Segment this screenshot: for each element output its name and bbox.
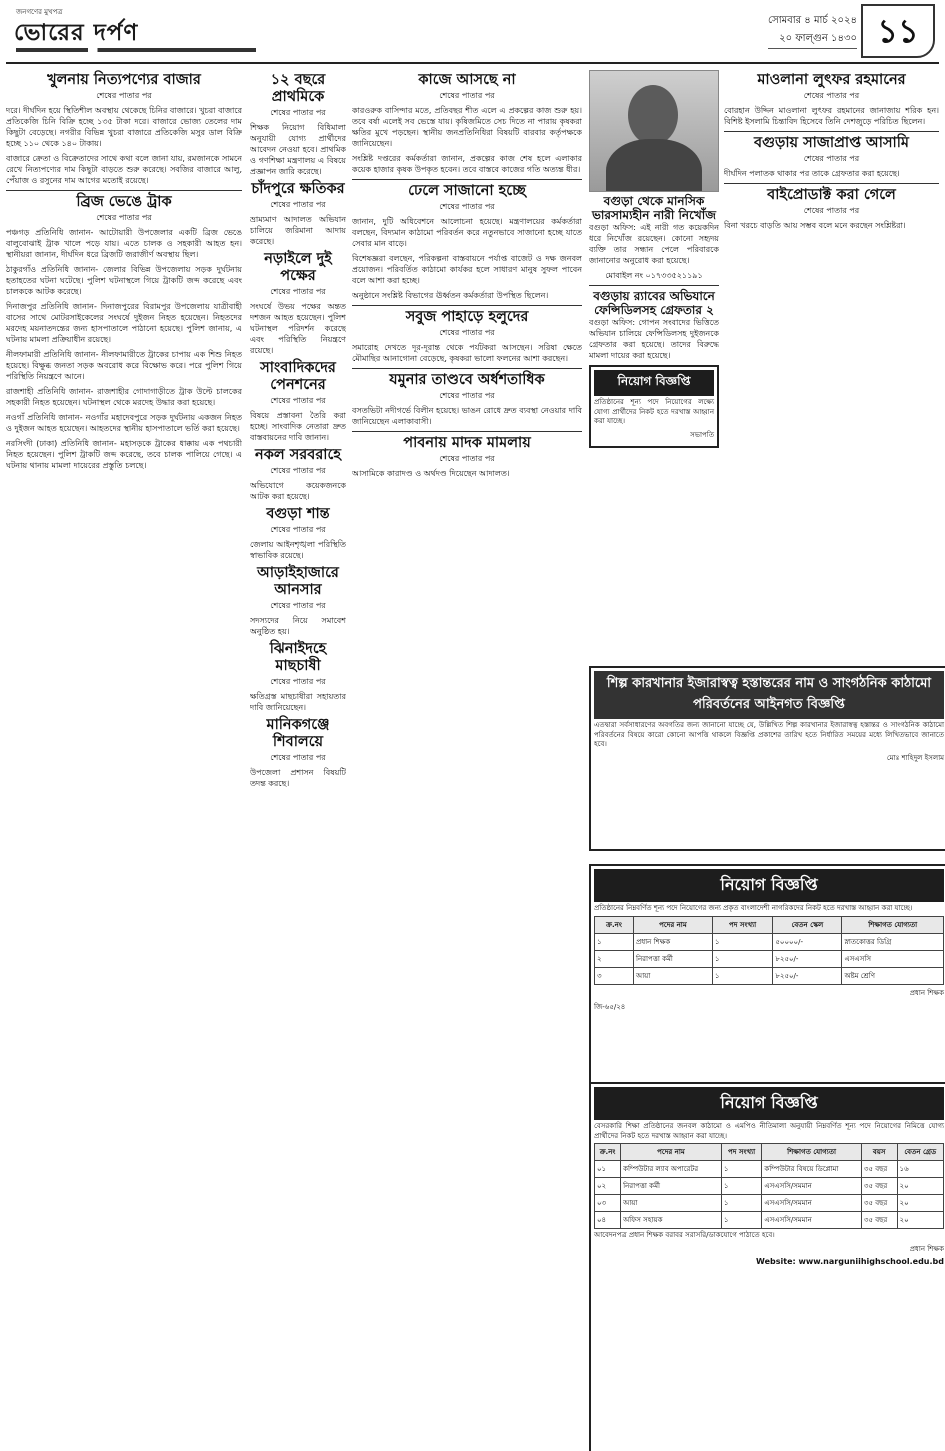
dateline [768,12,857,49]
table-cell: ১ [712,950,773,967]
continuation-note: শেষের পাতার পর [270,200,326,209]
table-row [595,933,944,950]
continuation-note: শেষের পাতার পর [803,154,860,163]
article-paragraph: নীলফামারী প্রতিনিধি জানান- নীলফামারীতে ট্রাকের চাপায় এক শিশু নিহত হয়েছে। বিক্ষুব্ধ জনতা সড়ক অবরোধ করে বিক্ষোভ করে। পরে পুলিশ গিয়ে পরিস্থিতি নিয়ন্ত্রণে আনে। [6,350,242,381]
ad3-column-header: পদের নাম [621,1144,722,1161]
ad3-header-row [595,1144,944,1161]
article-paragraph: নরসিংদী (ঢাকা) প্রতিনিধি জানান- মহাসড়কে ট্রাকের ধাক্কায় এক পথচারী নিহত হয়েছেন। পুলিশ ট্রাকটি জব্দ করেছে, তবে চালক পালিয়ে গেছে। এ ঘটনায় থানায় মামলা দায়েরের প্রস্তুতি চলছে। [6,439,242,470]
table-cell: ১ [721,1195,762,1212]
table-cell: অষ্টম শ্রেণি [842,967,944,984]
ad2-heading: নিয়োগ বিজ্ঞপ্তি [594,869,944,902]
headline-jamuna-erosion: যমুনার তাণ্ডবে অর্ধশতাধিক [389,372,545,388]
divider [352,368,582,369]
headline-primary-12yrs: ১২ বছরে প্রাথমিকে [270,72,326,105]
continuation-note: শেষের পাতার পর [439,91,495,100]
table-cell: অফিস সহায়ক [621,1212,722,1229]
article-paragraph: নওগাঁ প্রতিনিধি জানান- নওগাঁর মহাদেবপুরে সড়ক দুর্ঘটনায় একজন নিহত ও দুইজন আহত হয়েছেন। আহতদের স্থানীয় হাসপাতালে ভর্তি করা হয়েছে। [6,413,242,433]
small-ad-text: প্রতিষ্ঠানের শূন্য পদে নিয়োগের লক্ষ্যে যোগ্য প্রার্থীদের নিকট হতে দরখাস্ত আহ্বান করা যাচ্ছে। [594,398,714,425]
table-cell: ২০ [897,1195,943,1212]
ad2-column-header: শিক্ষাগত যোগ্যতা [842,916,944,933]
table-cell: নিরাপত্তা কর্মী [621,1178,722,1195]
article-paragraph: উপজেলা প্রশাসন বিষয়টি তদন্ত করছে। [250,768,346,788]
continuation-note: শেষের পাতার পর [270,396,326,405]
recruitment-ad-3 [589,1082,945,1451]
ad2-header-row [595,916,944,933]
table-row [595,1161,944,1178]
table-cell: এসএসসি/সমমান [762,1178,862,1195]
ad3-column-header: বেতন গ্রেড [897,1144,943,1161]
table-cell: আয়া [621,1195,722,1212]
table-cell: ০১ [595,1161,621,1178]
continuation-note: শেষের পাতার পর [270,525,326,534]
ad2-column-header: বেতন স্কেল [773,916,842,933]
ad3-column-header: পদ সংখ্যা [721,1144,762,1161]
headline-restructuring: ঢেলে সাজানো হচ্ছে [408,183,526,199]
table-cell: ২ [595,950,634,967]
article-paragraph: সদস্যদের নিয়ে সমাবেশ অনুষ্ঠিত হয়। [250,616,346,636]
continuation-note: শেষের পাতার পর [270,108,326,117]
headline-manikganj: মানিকগঞ্জে শিবালয়ে [266,717,330,750]
table-row [595,1178,944,1195]
divider [724,183,939,184]
table-cell: ১ [721,1178,762,1195]
headline-copy-supply: নকল সরবরাহে [255,447,341,463]
table-row [595,967,944,984]
continuation-note: শেষের পাতার পর [96,213,152,222]
article-paragraph: দরে। দীর্ঘদিন হয়ে স্থিতিশীল অবস্থায় থেকেছে চিনির বাজারে। খুচরা বাজারে প্রতিকেজি চিনি বিক্রি হচ্ছে ১৩৫ টাকা দরে। বাজারে ভোজ্য তেলের দাম কিছুটা বেড়েছে। নগরীর বিভিন্ন খুচরা বাজারে প্রতিকেজি মসুর ডাল বিক্রি হচ্ছে ১১০ থেকে ১৪০ টাকায়। [6,106,242,148]
column-1 [6,70,242,1446]
table-cell: ০৩ [595,1195,621,1212]
table-cell: ০২ [595,1178,621,1195]
ad1-signature: মোঃ শাহিদুল ইসলাম [886,753,944,762]
logo-underline [16,48,256,52]
article-paragraph: কারওরুক বাসিন্দার মতে, প্রতিবছর শীত এলে এ প্রকল্পের কাজ শুরু হয়। তবে বর্ষা এলেই সব ভেস্তে যায়। কৃষিজমিতে সেচ দিতে না পারায় কৃষকরা ক্ষতির মুখে পড়ছেন। স্থানীয় জনপ্রতিনিধিরা বিষয়টি বারবার কর্তৃপক্ষকে জানিয়েছেন। [352,106,582,148]
article-paragraph: পঞ্চগড় প্রতিনিধি জানান- আটোয়ারী উপজেলার একটি ব্রিজ ভেঙে বালুবোঝাই ট্রাক খালে পড়ে যায়। এতে চালক ও সহকারী আহত হন। স্থানীয়রা জানান, দীর্ঘদিন ধরে ব্রিজটি জরাজীর্ণ অবস্থায় ছিল। [6,228,242,259]
ad2-table [594,916,944,985]
day-date: সোমবার ৪ মার্চ ২০২৪ [768,15,857,26]
divider [352,431,582,432]
article-paragraph: বগুড়া অফিস: গোপন সংবাদের ভিত্তিতে অভিযান চালিয়ে ফেন্সিডিলসহ দুইজনকে গ্রেফতার করা হয়েছে। তাদের বিরুদ্ধে মামলা দায়ের করা হয়েছে। [589,318,719,360]
contact-phone: মোবাইল নং ০১৭৩৩৫২১১৯১ [605,271,703,280]
article-paragraph: বগুড়া অফিস: এই নারী গত কয়েকদিন ধরে নিখোঁজ রয়েছেন। কোনো সহৃদয় ব্যক্তি তার সন্ধান পেলে পরিবারকে জানানোর অনুরোধ করা হয়েছে। [589,223,719,265]
article-paragraph: দীর্ঘদিন পলাতক থাকার পর তাকে গ্রেফতার করা হয়েছে। [724,169,900,178]
headline-green-hills-yellow: সবুজ পাহাড়ে হলুদের [405,309,529,325]
headline-bridge-truck: ব্রিজ ভেঙে ট্রাক [76,194,172,210]
bangla-date: ২০ ফাল্গুন ১৪৩০ [779,33,857,44]
ad3-body [595,1161,944,1229]
divider [352,305,582,306]
continuation-note: শেষের পাতার পর [439,202,495,211]
ad2-text: প্রতিষ্ঠানের নিম্নবর্ণিত শূন্য পদে নিয়োগের জন্য প্রকৃত বাংলাদেশী নাগরিকদের নিকট হতে দরখাস্ত আহ্বান করা যাচ্ছে। [594,904,913,912]
divider [352,179,582,180]
headline-jhenaidah-fish: ঝিনাইদহে মাছচাষী [269,641,327,674]
divider [589,285,719,286]
article-paragraph: জেলায় আইনশৃঙ্খলা পরিস্থিতি স্বাভাবিক রয়েছে। [250,540,346,560]
column-2 [250,70,346,1446]
ad3-signature: প্রধান শিক্ষক [909,1244,944,1253]
table-cell: স্নাতকোত্তর ডিগ্রি [842,933,944,950]
table-cell: ১ [721,1212,762,1229]
article-paragraph: সমারোহ দেখতে দূর-দূরান্ত থেকে পর্যটকরা আসছেন। সরিষা ক্ষেতে মৌমাছির আনাগোনা বেড়েছে, কৃষকরা ভালো ফলনের আশা করছেন। [352,343,582,363]
article-paragraph: অভিযোগে কয়েকজনকে আটক করা হয়েছে। [250,481,346,501]
ad1-text: এতদ্বারা সর্বসাধারণের অবগতির জন্য জানানো যাচ্ছে যে, উল্লিখিত শিল্প কারখানার ইজারাস্বত্ব হস্তান্তর ও সাংগঠনিক কাঠামো পরিবর্তনের বিষয়ে কারো কোনো আপত্তি থাকলে বিজ্ঞপ্তি প্রকাশের তারিখ হতে নির্ধারিত সময়ের মধ্যে লিখিতভাবে জানাতে হবে। [594,721,944,748]
table-cell: কম্পিউটার ল্যাব অপারেটর [621,1161,722,1178]
table-cell: ৩৫ বছর [861,1212,897,1229]
column-4 [589,70,719,655]
ad2-code: জি-৬৫/২৪ [594,1002,626,1011]
table-cell: ৮২৫০/- [773,967,842,984]
table-cell: কম্পিউটার বিষয়ে ডিপ্লোমা [762,1161,862,1178]
table-cell: ১৬ [897,1161,943,1178]
headline-journalist-pension: সাংবাদিকদের পেনশনের [260,360,336,393]
ad2-signature: প্রধান শিক্ষক [909,988,944,997]
table-cell: ৫০০০০/- [773,933,842,950]
article-paragraph: সংশ্লিষ্ট দপ্তরের কর্মকর্তারা জানান, প্রকল্পের কাজ শেষ হলে এলাকার কয়েক হাজার কৃষক উপকৃত হবেন। তবে বাস্তবে কাজের গতি অত্যন্ত ধীর। [352,154,582,174]
continuation-note: শেষের পাতার পর [439,391,495,400]
table-row [595,950,944,967]
article-paragraph: বাজারে ক্রেতা ও বিক্রেতাদের সাথে কথা বলে জানা যায়, রমজানকে সামনে রেখে নিত্যপণ্যের দাম কিছুটা বাড়তে শুরু করেছে। সবজির বাজারে আলু, পেঁয়াজ ও রসুনের দাম আগের মতোই রয়েছে। [6,154,242,185]
column-3 [352,70,582,1446]
headline-rab-phensedyl: বগুড়ায় র‍্যাবের অভিযানে ফেন্সিডিলসহ গ্রেফতার ২ [593,289,715,317]
ad3-heading: নিয়োগ বিজ্ঞপ্তি [594,1087,944,1120]
headline-bogura-calm: বগুড়া শান্ত [266,506,330,522]
continuation-note: শেষের পাতার পর [270,466,326,475]
headline-khulna-market: খুলনায় নিত্যপণ্যের বাজার [47,72,201,88]
divider [724,131,939,132]
headline-chandpur: চাঁদপুরে ক্ষতিকর [251,181,345,197]
masthead-tagline: জনগণের মুখপত্র [16,8,63,16]
table-cell: ৩ [595,967,634,984]
ad3-column-header: শিক্ষাগত যোগ্যতা [762,1144,862,1161]
column-5 [724,70,939,655]
headline-no-use: কাজে আসছে না [418,72,516,88]
article-paragraph: সংঘর্ষে উভয় পক্ষের অন্তত দশজন আহত হয়েছেন। পুলিশ ঘটনাস্থল পরিদর্শন করেছে এবং পরিস্থিতি নিয়ন্ত্রণে রয়েছে। [250,302,346,355]
article-paragraph: আসামিকে কারাদণ্ড ও অর্থদণ্ড দিয়েছেন আদালত। [352,469,510,478]
headline-araihazar-ansar: আড়াইহাজারে আনসার [257,565,339,598]
table-row [595,1212,944,1229]
continuation-note: শেষের পাতার পর [270,287,326,296]
article-paragraph: রাজশাহী প্রতিনিধি জানান- রাজশাহীর গোদাগাড়ীতে ট্রাক উল্টে চালকের সহকারী নিহত হয়েছেন। ঘটনাস্থল থেকে মরদেহ উদ্ধার করা হয়েছে। [6,387,242,407]
table-cell: প্রধান শিক্ষক [634,933,713,950]
table-cell: আয়া [634,967,713,984]
headline-convicted-accused: বগুড়ায় সাজাপ্রাপ্ত আসামি [754,135,909,151]
table-cell: ২০ [897,1178,943,1195]
small-ad-signature: সভাপতি [690,430,714,439]
masthead [6,4,939,64]
ad2-column-header: পদের নাম [634,916,713,933]
table-cell: এসএসসি [842,950,944,967]
table-cell: ১ [595,933,634,950]
headline-maulana-lutfur: মাওলানা লুৎফর রহমানের [757,72,906,88]
article-paragraph: বিনা খরচে বাড়তি আয় সম্ভব বলে মনে করছেন সংশ্লিষ্টরা। [724,221,906,230]
small-ad-heading: নিয়োগ বিজ্ঞপ্তি [594,370,714,396]
table-cell: ৩৫ বছর [861,1161,897,1178]
table-cell: ২০ [897,1212,943,1229]
ad2-column-header: ক্র.নং [595,916,634,933]
table-cell: এসএসসি/সমমান [762,1195,862,1212]
continuation-note: শেষের পাতার পর [270,677,326,686]
continuation-note: শেষের পাতার পর [803,91,860,100]
ad3-text: বেসরকারি শিক্ষা প্রতিষ্ঠানের জনবল কাঠামো ও এমপিও নীতিমালা অনুযায়ী নিম্নবর্ণিত শূন্য পদে নিয়োগের নিমিত্তে যোগ্য প্রার্থীদের নিকট হতে দরখাস্ত আহ্বান করা যাচ্ছে। [594,1122,944,1140]
table-cell: ৩৫ বছর [861,1178,897,1195]
recruitment-ad-2 [589,864,945,1084]
ad1-heading: শিল্প কারখানার ইজারাস্বত্ব হস্তান্তরের নাম ও সাংগঠনিক কাঠামো পরিবর্তনের আইনগত বিজ্ঞপ্তি [594,671,944,719]
article-paragraph: বিষয়ে প্রস্তাবনা তৈরি করা হচ্ছে। সাংবাদিক নেতারা দ্রুত বাস্তবায়নের দাবি জানান। [250,411,346,442]
article-paragraph: জানান, দুটি অধিবেশনে আলোচনা হয়েছে। মন্ত্রণালয়ের কর্মকর্তারা বলছেন, বিদ্যমান কাঠামো পরিবর্তন করে নতুনভাবে সাজানো হচ্ছে যাতে সেবার মান বাড়ে। [352,217,582,248]
article-paragraph: ঠাকুরগাঁও প্রতিনিধি জানান- জেলার বিভিন্ন উপজেলায় সড়ক দুর্ঘটনায় হতাহতের ঘটনা ঘটেছে। পুলিশ ঘটনাস্থলে গিয়ে ট্রাকটি জব্দ করেছে এবং চালককে আটক করেছে। [6,265,242,296]
article-paragraph: বসতভিটা নদীগর্ভে বিলীন হয়েছে। ভাঙন রোধে দ্রুত ব্যবস্থা নেওয়ার দাবি জানিয়েছেন এলাকাবাসী। [352,406,582,426]
continuation-note: শেষের পাতার পর [270,753,326,762]
article-paragraph: বিশেষজ্ঞরা বলছেন, পরিকল্পনা বাস্তবায়নে পর্যাপ্ত বাজেট ও দক্ষ জনবল প্রয়োজন। পরিবর্তিত কাঠামো কার্যকর হলে সাধারণ মানুষ সুফল পাবেন বলে আশা করা হচ্ছে। [352,254,582,285]
table-cell: ৩৫ বছর [861,1195,897,1212]
table-cell: ১ [712,933,773,950]
table-cell: নিরাপত্তা কর্মী [634,950,713,967]
headline-missing-woman: বগুড়া থেকে মানসিক ভারসাম্যহীন নারী নিখোঁজ [591,194,717,222]
headline-pabna-drug-case: পাবনায় মাদক মামলায় [403,435,531,451]
article-paragraph: ভ্রাম্যমাণ আদালত অভিযান চালিয়ে জরিমানা আদায় করেছে। [250,215,346,246]
table-row [595,1195,944,1212]
table-cell: ০৪ [595,1212,621,1229]
article-paragraph: ক্ষতিগ্রস্ত মাছচাষীরা সহায়তার দাবি জানিয়েছেন। [250,692,346,712]
small-recruitment-ad [589,365,719,448]
divider [6,190,242,191]
newspaper-logo: ভোরের দর্পণ [14,20,139,46]
ad3-footer-text: আবেদনপত্র প্রধান শিক্ষক বরাবর সরাসরি/ডাকযোগে পাঠাতে হবে। [594,1231,775,1239]
ad3-website-link[interactable]: Website: www.narguniihighschool.edu.bd [756,1256,944,1266]
continuation-note: শেষের পাতার পর [96,91,152,100]
ad2-column-header: পদ সংখ্যা [712,916,773,933]
ad2-body [595,933,944,984]
headline-narail: নড়াইলে দুই পক্ষের [264,251,332,284]
headline-byproduct: বাইপ্রোডাক্ট করা গেলে [767,187,896,203]
table-cell: ১ [721,1161,762,1178]
table-cell: ৮২৫০/- [773,950,842,967]
ad3-table [594,1143,944,1229]
continuation-note: শেষের পাতার পর [803,206,860,215]
table-cell: এসএসসি/সমমান [762,1212,862,1229]
industry-lease-notice-ad [589,666,945,851]
ad3-column-header: বয়স [861,1144,897,1161]
page-number: ১১ [861,4,935,58]
table-cell: ১ [712,967,773,984]
continuation-note: শেষের পাতার পর [439,328,495,337]
ad3-column-header: ক্র.নং [595,1144,621,1161]
missing-woman-photo [589,70,719,192]
article-paragraph: শিক্ষক নিয়োগ বিধিমালা অনুযায়ী যোগ্য প্রার্থীদের আবেদন নেওয়া হবে। প্রাথমিক ও গণশিক্ষা মন্ত্রণালয় এ বিষয়ে প্রজ্ঞাপন জারি করেছে। [250,123,346,176]
article-paragraph: দিনাজপুর প্রতিনিধি জানান- দিনাজপুরের বিরামপুর উপজেলায় যাত্রীবাহী বাসের সাথে মোটরসাইকেলের সংঘর্ষে দুইজন নিহত হয়েছেন। নিহতদের মরদেহ ময়নাতদন্তের জন্য হাসপাতালে পাঠানো হয়েছে। পুলিশ জানায়, এ ঘটনায় মামলা প্রক্রিয়াধীন রয়েছে। [6,302,242,344]
continuation-note: শেষের পাতার পর [439,454,495,463]
continuation-note: শেষের পাতার পর [270,601,326,610]
article-paragraph: অনুষ্ঠানে সংশ্লিষ্ট বিভাগের ঊর্ধ্বতন কর্মকর্তারা উপস্থিত ছিলেন। [352,291,549,300]
article-paragraph: বোরহান উদ্দিন মাওলানা লুৎফর রহমানের জানাজায় শরিক হন। বিশিষ্ট ইসলামি চিন্তাবিদ হিসেবে তিনি দেশজুড়ে পরিচিত ছিলেন। [724,106,939,126]
